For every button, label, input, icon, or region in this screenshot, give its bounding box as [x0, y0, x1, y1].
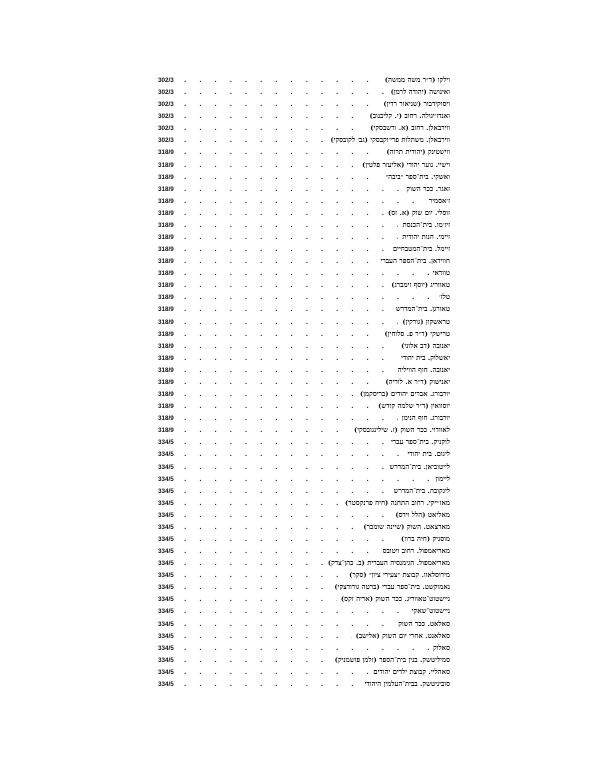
entry-page-number: 318/9 [158, 197, 174, 205]
entry-page-number: 334/5 [158, 560, 174, 568]
index-entry [158, 605, 450, 617]
entry-title: לאוודוי. ככר השוק (ז. שילינגובסקי) [353, 426, 450, 435]
index-entry [158, 207, 450, 219]
dot-leader [184, 509, 391, 521]
entry-title: נאמוקשט. בית־ספר עברי (ברטה גורודצקי) [334, 583, 450, 592]
entry-page-number: 334/5 [158, 620, 174, 628]
index-entry [158, 183, 450, 195]
entry-page-number: 318/9 [158, 161, 174, 169]
entry-page-number: 318/9 [158, 378, 174, 386]
index-entry [158, 352, 450, 364]
entry-title: יוסוואין (ד״ר שלמה קודש) [378, 402, 450, 411]
index-entry [158, 630, 450, 642]
entry-title: לוקניק. בית־ספר עברי [390, 438, 450, 447]
entry-title: ווירבאלן. משתלות פרי׳וקבסקי (גב׳ לקובסקי) [330, 136, 450, 145]
entry-title: זיימי. חנות יהודית [402, 233, 450, 242]
dot-leader [184, 279, 387, 291]
entry-page-number: 318/9 [158, 294, 174, 302]
entry-page-number: 302/3 [158, 125, 174, 133]
entry-title: ליימון [435, 474, 450, 483]
dot-leader [184, 110, 365, 122]
dot-leader [184, 473, 432, 485]
dot-leader [184, 74, 381, 86]
index-entry [158, 303, 450, 315]
entry-page-number: 318/9 [158, 403, 174, 411]
entry-title: טלז׳ [439, 293, 450, 302]
index-entry [158, 86, 450, 98]
entry-page-number: 334/5 [158, 523, 174, 531]
entry-page-number: 318/9 [158, 354, 174, 362]
entry-page-number: 318/9 [158, 306, 174, 314]
dot-leader [184, 183, 402, 195]
index-entry [158, 376, 450, 388]
entry-page-number: 302/3 [158, 89, 174, 97]
entry-title: חווידאן. בית־הספר העברי [380, 257, 450, 266]
index-entry [158, 400, 450, 412]
entry-page-number: 334/5 [158, 499, 174, 507]
entry-title: מוסניק (חיה ברוז) [400, 534, 450, 543]
entry-page-number: 318/9 [158, 173, 174, 181]
index-entry [158, 316, 450, 328]
dot-leader [184, 159, 358, 171]
index-entry [158, 485, 450, 497]
dot-leader [184, 388, 356, 400]
entry-title: טראשקון (גורקין) [402, 317, 450, 326]
entry-page-number: 302/3 [158, 101, 174, 109]
entry-title: זיז׳מו. בית־הכנסת [402, 220, 450, 229]
entry-page-number: 318/9 [158, 415, 174, 423]
dot-leader [184, 195, 425, 207]
index-entry [158, 593, 450, 605]
dot-leader [184, 666, 369, 678]
entry-page-number: 334/5 [158, 511, 174, 519]
dot-leader [184, 340, 397, 352]
entry-page-number: 334/5 [158, 463, 174, 471]
dot-leader [184, 171, 382, 183]
dot-leader [184, 485, 390, 497]
index-entry [158, 388, 450, 400]
index-entry [158, 436, 450, 448]
index-entry [158, 291, 450, 303]
index-entry [158, 231, 450, 243]
index-entry [158, 74, 450, 86]
dot-leader [184, 316, 398, 328]
dot-leader [184, 678, 361, 690]
index-entry [158, 642, 450, 654]
entry-title: ניישטוט־טאווריג. ככר השוק (אריה זקס) [340, 595, 450, 604]
index-entry [158, 134, 450, 146]
entry-page-number: 334/5 [158, 475, 174, 483]
entry-title: ואינושה (יהודה לרמן) [390, 88, 450, 97]
entry-title: לייטוביאן. בית־המדרש [389, 462, 450, 471]
entry-title: וילקו (ד״ר משה ממשה) [384, 76, 450, 84]
dot-leader [184, 352, 397, 364]
entry-title: סאלאט. ככר השוק [398, 619, 450, 628]
index-entry [158, 267, 450, 279]
index-entry [158, 654, 450, 666]
entry-title: מאריאמפול. הגימנסיה העברית (ב. כהן־צדק) [327, 559, 450, 568]
dot-leader [184, 581, 330, 593]
index-entry [158, 666, 450, 678]
dot-leader [184, 219, 398, 231]
entry-title: ניישטוט־שאקי [411, 607, 450, 616]
entry-page-number: 302/3 [158, 137, 174, 145]
index-entry [158, 473, 450, 485]
entry-page-number: 318/9 [158, 258, 174, 266]
entry-title: סמיליטשק. בנין בית־הספר (זלמן פושמניק) [334, 655, 450, 664]
dot-leader [184, 436, 387, 448]
index-entry [158, 509, 450, 521]
index-entry [158, 581, 450, 593]
entry-title: ואשקי. בית־ספר ״ביבה״ [385, 172, 450, 181]
entry-title: סאלוק [432, 643, 450, 652]
entry-title: ואנדז׳יגולה. רחוב (י. קליבנוב) [369, 112, 450, 121]
entry-title: סוביניטשק. בבית־העלמין היהודי [364, 679, 450, 688]
index-entry [158, 448, 450, 460]
dot-leader [184, 424, 350, 436]
dot-leader [184, 557, 324, 569]
dot-leader [184, 497, 341, 509]
dot-leader [184, 461, 386, 473]
entry-page-number: 318/9 [158, 209, 174, 217]
dot-leader [184, 448, 403, 460]
entry-title: זאגר. ככר השוק [406, 184, 450, 193]
index-entry [158, 461, 450, 473]
entry-title: יאנובה (דב אלוני) [401, 341, 450, 350]
index-entry [158, 533, 450, 545]
dot-leader [184, 243, 389, 255]
entry-page-number: 334/5 [158, 668, 174, 676]
entry-page-number: 318/9 [158, 270, 174, 278]
index-entry [158, 110, 450, 122]
entry-page-number: 334/5 [158, 439, 174, 447]
entry-page-number: 334/5 [158, 596, 174, 604]
dot-leader [184, 134, 326, 146]
dot-leader [184, 146, 382, 158]
entry-title: מאז׳ייקי. רחוב התחנה (חיה פרנקסטר) [344, 498, 450, 507]
index-entry [158, 328, 450, 340]
entry-page-number: 334/5 [158, 548, 174, 556]
entry-page-number: 318/9 [158, 282, 174, 290]
index-entry [158, 171, 450, 183]
entry-page-number: 334/5 [158, 584, 174, 592]
entry-title: מירוסלאוו. קבוצת ״צעירי ציון״ (סקר) [349, 571, 450, 580]
dot-leader [184, 400, 374, 412]
index-entry [158, 146, 450, 158]
dot-leader [184, 642, 429, 654]
index-entry [158, 678, 450, 690]
dot-leader [184, 618, 394, 630]
index-entry [158, 424, 450, 436]
dot-leader [184, 412, 398, 424]
entry-title: יאנובה. חוף הוויליה [397, 365, 450, 374]
entry-title: ליגום. בית יהודי [407, 450, 450, 459]
photo-index-list [158, 74, 450, 690]
dot-leader [184, 98, 379, 110]
index-entry [158, 364, 450, 376]
entry-page-number: 334/5 [158, 632, 174, 640]
index-entry [158, 340, 450, 352]
entry-title: ליגקובה. בית־המדרש [393, 486, 450, 495]
entry-title: מאליאט (הלל וידס) [395, 510, 450, 519]
index-entry [158, 255, 450, 267]
dot-leader [184, 630, 352, 642]
entry-page-number: 334/5 [158, 487, 174, 495]
dot-leader [184, 86, 387, 98]
dot-leader [184, 376, 381, 388]
entry-title: יורבורג. חוף הנימן [401, 414, 450, 423]
entry-page-number: 318/9 [158, 427, 174, 435]
dot-leader [184, 267, 429, 279]
index-entry [158, 618, 450, 630]
entry-title: מאריאמפול. רחוב ויטובס [382, 547, 450, 556]
index-entry [158, 195, 450, 207]
index-entry [158, 219, 450, 231]
entry-title: מארצאט. השוק (שיינה שומכר) [363, 522, 450, 531]
entry-title: טווראי [432, 269, 450, 278]
entry-page-number: 318/9 [158, 342, 174, 350]
index-entry [158, 497, 450, 509]
entry-title: ויסוקידבור (שניאור רדין) [383, 100, 450, 109]
dot-leader [184, 654, 331, 666]
dot-leader [184, 569, 345, 581]
entry-title: ווירבאלן. רחוב (א. ורשבסקי) [370, 124, 450, 133]
dot-leader [184, 291, 435, 303]
index-entry [158, 159, 450, 171]
entry-title: טאווריג (יוסף זימברג) [391, 281, 450, 290]
entry-page-number: 334/5 [158, 644, 174, 652]
entry-title: יורבורג. אברים יהודים (בריסקמן) [360, 390, 450, 399]
dot-leader [184, 605, 408, 617]
entry-page-number: 302/3 [158, 77, 174, 84]
entry-title: יאנישוק (ד״ר א. לוריה) [385, 377, 450, 386]
entry-page-number: 318/9 [158, 366, 174, 374]
dot-leader [184, 255, 377, 267]
entry-page-number: 318/9 [158, 149, 174, 157]
dot-leader [184, 328, 381, 340]
entry-page-number: 334/5 [158, 608, 174, 616]
entry-page-number: 334/5 [158, 572, 174, 580]
entry-page-number: 318/9 [158, 330, 174, 338]
index-entry [158, 243, 450, 255]
dot-leader [184, 207, 384, 219]
entry-page-number: 318/9 [158, 234, 174, 242]
index-entry [158, 545, 450, 557]
dot-leader [184, 303, 392, 315]
entry-page-number: 334/5 [158, 680, 174, 688]
entry-title: ז׳אסמיר [428, 196, 450, 205]
index-entry [158, 279, 450, 291]
entry-page-number: 302/3 [158, 113, 174, 121]
entry-page-number: 334/5 [158, 451, 174, 459]
dot-leader [184, 122, 366, 134]
entry-page-number: 318/9 [158, 185, 174, 193]
index-entry [158, 569, 450, 581]
entry-title: זוסלי. יום שוק (א. זס) [387, 208, 450, 217]
entry-page-number: 334/5 [158, 535, 174, 543]
dot-leader [184, 545, 379, 557]
entry-title: טרישקי (ד״ר פ. סלוחין) [384, 329, 450, 338]
entry-title: סאלאנט. אחרי יום השוק (אלישב) [355, 631, 450, 640]
entry-title: טאורגן. בית־המדרש [395, 305, 450, 314]
dot-leader [184, 521, 359, 533]
entry-title: וישיי. נוער יהודי (אליעזר פלטין) [362, 160, 450, 169]
entry-page-number: 334/5 [158, 656, 174, 664]
entry-page-number: 318/9 [158, 318, 174, 326]
entry-title: זיימל. בית־המטבחיים [392, 245, 450, 254]
entry-page-number: 318/9 [158, 246, 174, 254]
index-entry [158, 122, 450, 134]
entry-title: סאהליי. קבוצת ילדים יהודים [373, 667, 450, 676]
index-entry [158, 557, 450, 569]
dot-leader [184, 593, 337, 605]
entry-page-number: 318/9 [158, 391, 174, 399]
dot-leader [184, 231, 398, 243]
index-entry [158, 521, 450, 533]
entry-page-number: 318/9 [158, 221, 174, 229]
entry-title: ווישטינק (יהודית תרוה) [386, 148, 450, 157]
dot-leader [184, 364, 394, 376]
entry-title: יאשלוק. בית יהודי [401, 353, 450, 362]
index-entry [158, 412, 450, 424]
index-entry [158, 98, 450, 110]
dot-leader [184, 533, 397, 545]
